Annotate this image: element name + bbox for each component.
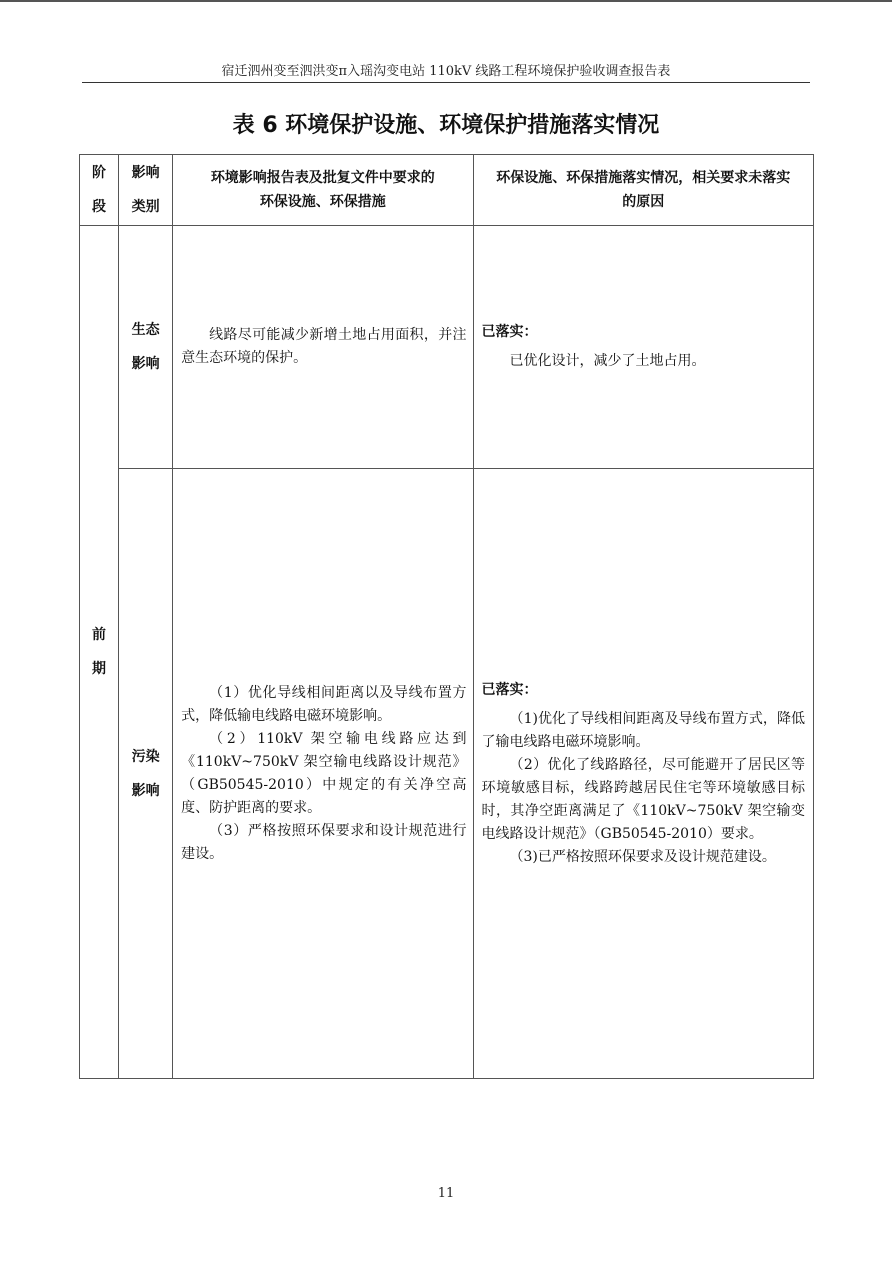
status-label: 已落实：: [481, 324, 538, 340]
header-category: 影响 类别: [119, 155, 173, 226]
measures-table: [79, 154, 814, 1079]
implemented-pollution: 已落实： （1)优化了导线相间距离及导线布置方式，降低了输电线路电磁环境影响。 （2）优化了线路路径，尽可能避开了居民区等环境敏感目标，线路跨越居民住宅等环境敏感目标时，其净空距离满足了《110kV~750kV 架空输变电线路设计规范》（GB50545-2010）要求。 （3)已严格按照环保要求及设计规范建设。: [473, 469, 813, 1079]
table-title: 表 6 环境保护设施、环境保护措施落实情况: [232, 113, 660, 138]
stage-cell: 前 期: [80, 226, 119, 1079]
running-header: 宿迁泗州变至泗洪变π入瑶沟变电站 110kV 线路工程环境保护验收调查报告表: [221, 64, 671, 79]
category-ecological: 生态 影响: [119, 226, 173, 469]
table-row-pollution: [80, 469, 814, 1079]
table-header-row: [80, 155, 814, 226]
table-row-ecological: [80, 226, 814, 469]
top-border-line: [0, 0, 892, 2]
header-divider: [82, 82, 810, 83]
header-stage: 阶 段: [80, 155, 119, 226]
status-label: 已落实：: [481, 681, 538, 698]
header-required-measures: 环境影响报告表及批复文件中要求的 环保设施、环保措施: [173, 155, 473, 226]
required-pollution: （1）优化导线相间距离以及导线布置方式，降低输电线路电磁环境影响。 （2）110kV 架空输电线路应达到《110kV~750kV 架空输电线路设计规范》（GB50545-2010）中规定的有关净空高度、防护距离的要求。 （3）严格按照环保要求和设计规范进行建设。: [173, 469, 473, 1079]
required-ecological: 线路尽可能减少新增土地占用面积，并注意生态环境的保护。: [173, 226, 473, 469]
category-pollution: 污染 影响: [119, 469, 173, 1079]
header-implementation-status: 环保设施、环保措施落实情况，相关要求未落实 的原因: [473, 155, 813, 226]
implemented-ecological: 已落实： 已优化设计，减少了土地占用。: [473, 226, 813, 469]
page-number: 11: [437, 1186, 455, 1201]
